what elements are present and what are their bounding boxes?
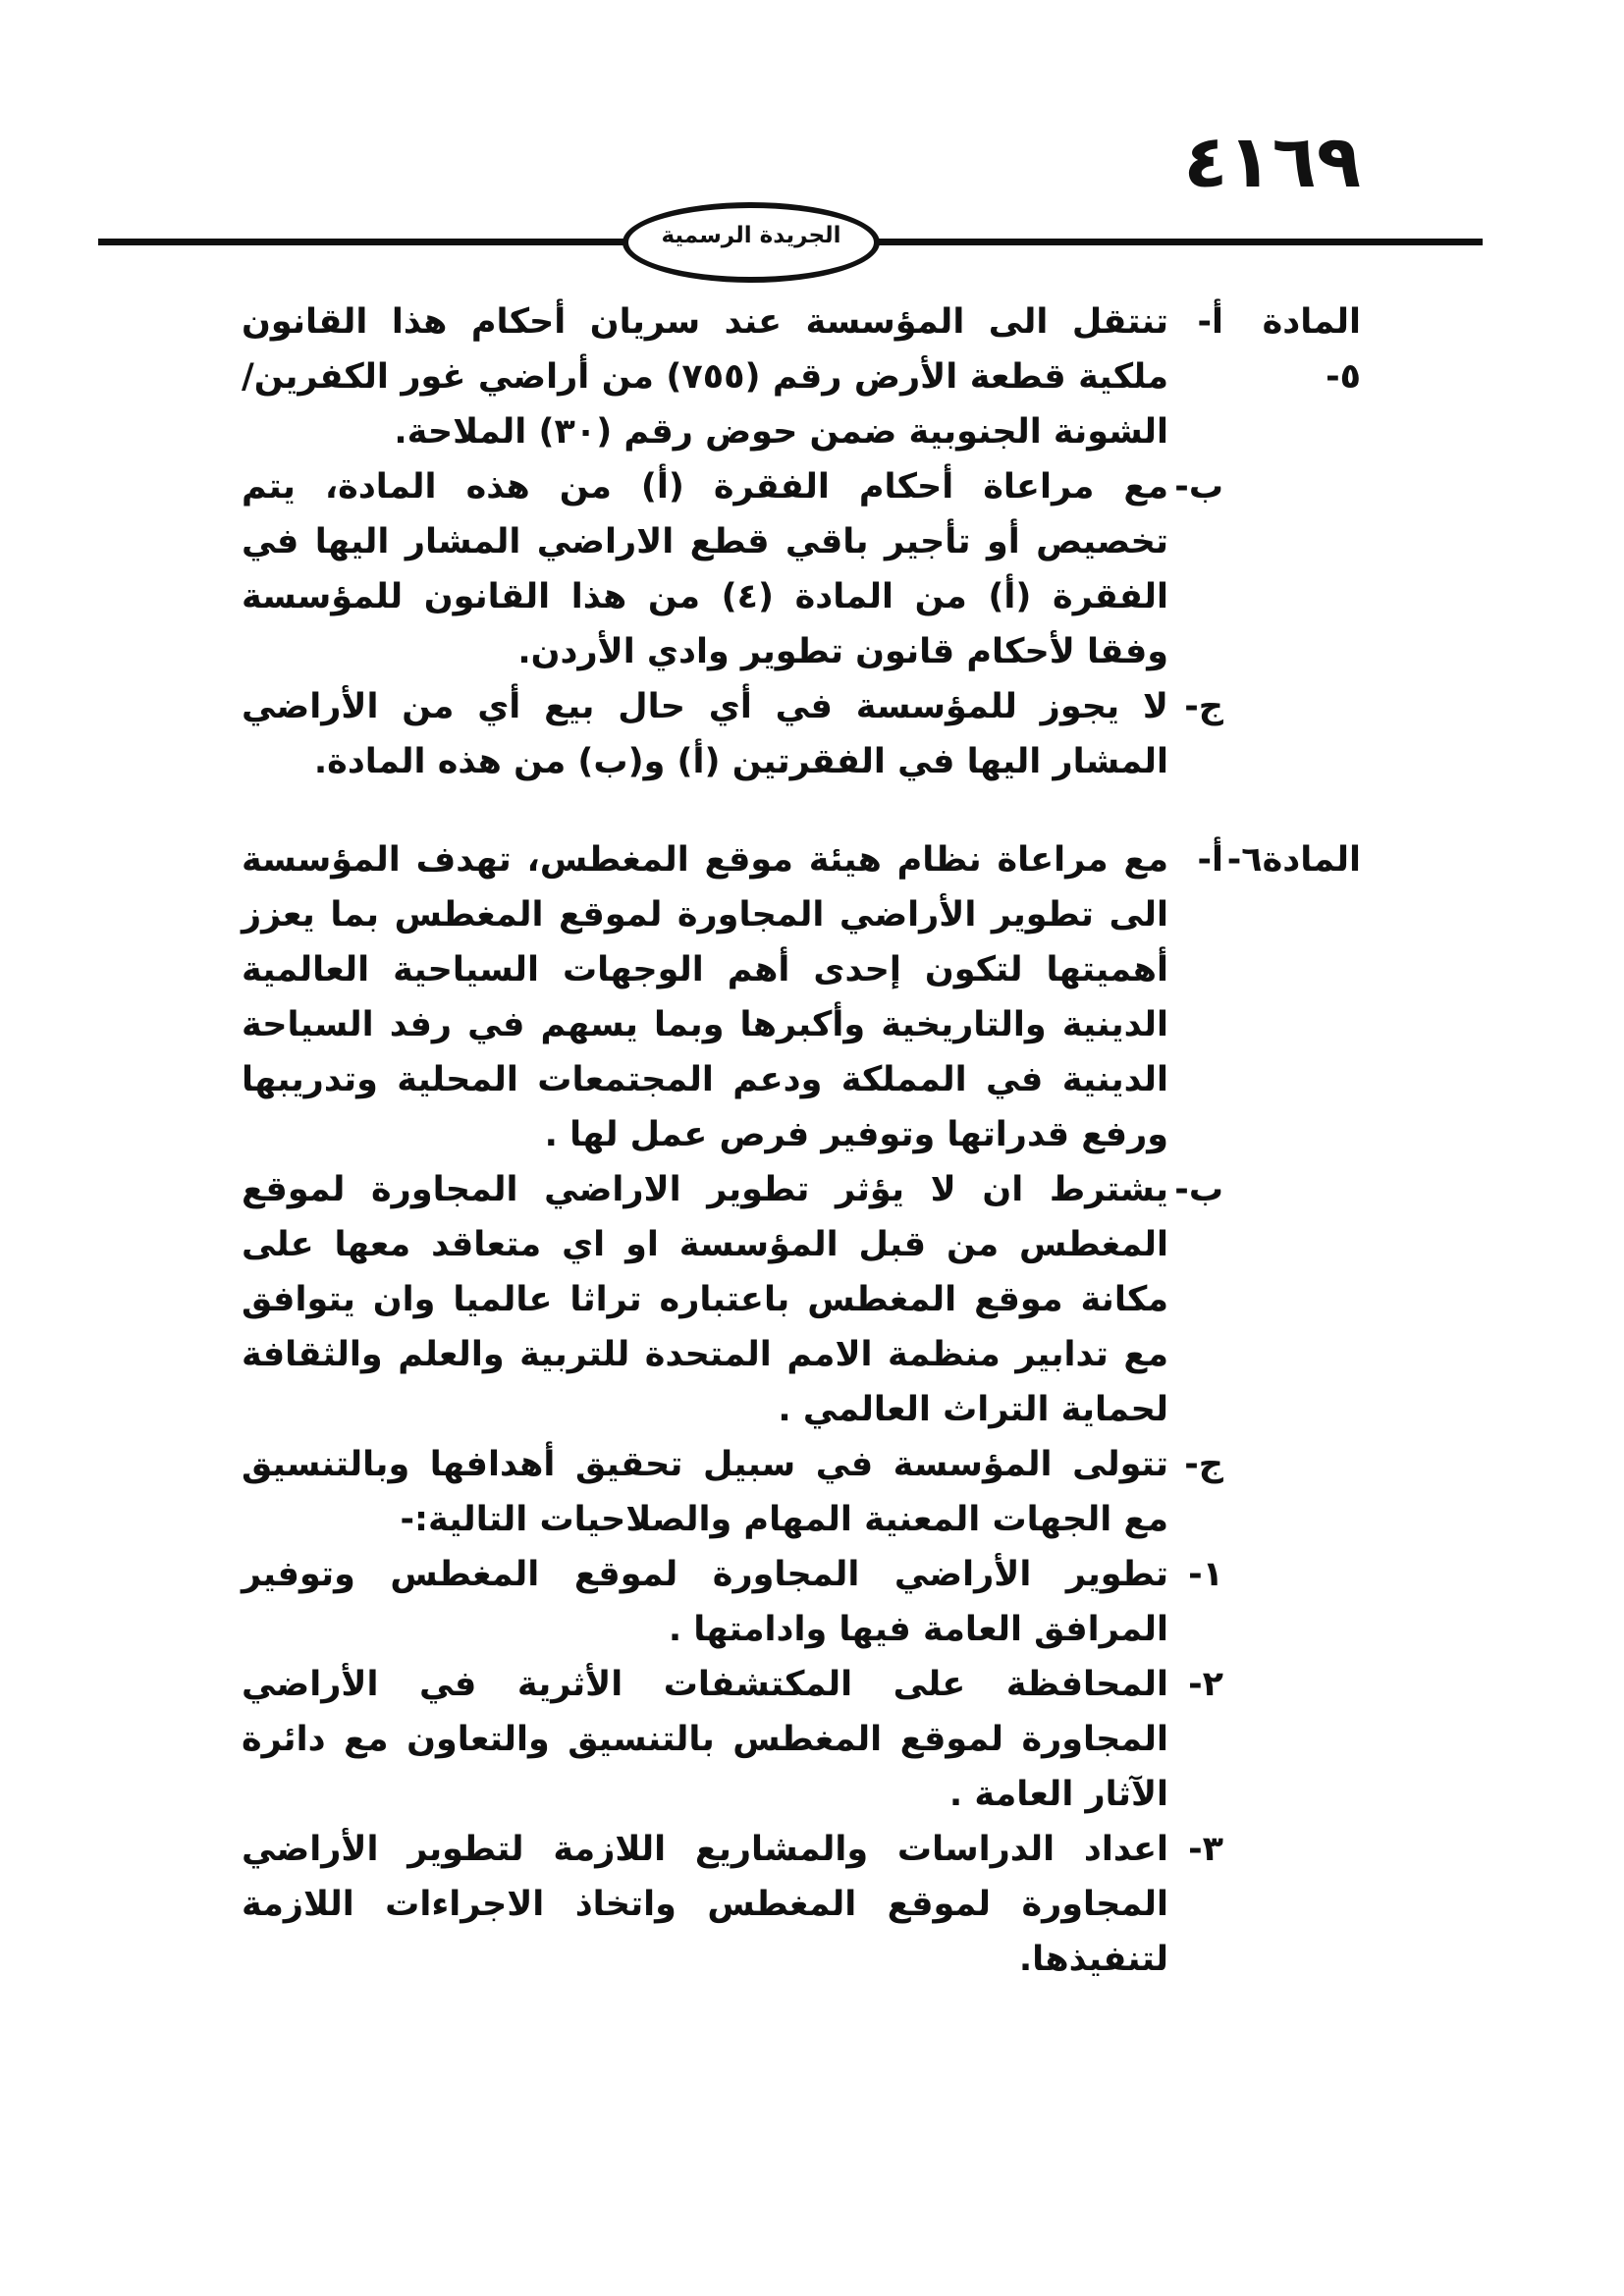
article-5-para-c bbox=[242, 679, 1223, 789]
article-6-para-b-text: يشترط ان لا يؤثر تطوير الاراضي المجاورة لموقع المغطس من قبل المؤسسة او اي متعاقد معها على مكانة موقع المغطس باعتباره تراثا عالميا وان يتوافق مع تدابير منظمة الامم المتحدة للتربية والعلم والثقافة لحماية التراث العالمي . bbox=[242, 1170, 1168, 1429]
article-6-item-1-marker: ١- bbox=[1188, 1555, 1223, 1594]
article-5-para-a-marker: أ- bbox=[1197, 302, 1223, 342]
article-6 bbox=[242, 832, 1361, 1987]
article-6-item-3-marker: ٣- bbox=[1188, 1830, 1223, 1869]
document-body bbox=[242, 294, 1361, 2030]
article-6-para-c-text: تتولى المؤسسة في سبيل تحقيق أهدافها وبالتنسيق مع الجهات المعنية المهام والصلاحيات التالية:- bbox=[242, 1445, 1168, 1539]
article-5-label: المادة ٥- bbox=[1262, 302, 1361, 397]
page-number: ٤١٦٩ bbox=[1183, 120, 1361, 204]
article-6-item-2 bbox=[242, 1657, 1223, 1822]
article-6-item-2-text: المحافظة على المكتشفات الأثرية في الأراضي المجاورة لموقع المغطس بالتنسيق والتعاون مع دائرة الآثار العامة . bbox=[242, 1665, 1168, 1814]
article-5-para-c-marker: ج- bbox=[1184, 687, 1223, 726]
article-5-para-a-text: تنتقل الى المؤسسة عند سريان أحكام هذا القانون ملكية قطعة الأرض رقم (٧٥٥) من أراضي غور الكفرين/الشونة الجنوبية ضمن حوض رقم (٣٠) الملاحة. bbox=[242, 302, 1169, 452]
article-6-item-1-text: تطوير الأراضي المجاورة لموقع المغطس وتوفير المرافق العامة فيها وادامتها . bbox=[242, 1555, 1168, 1649]
article-5 bbox=[242, 294, 1361, 789]
article-5-para-b-text: مع مراعاة أحكام الفقرة (أ) من هذه المادة، يتم تخصيص أو تأجير باقي قطع الاراضي المشار اليها في الفقرة (أ) من المادة (٤) من هذا القانون للمؤسسة وفقا لأحكام قانون تطوير وادي الأردن. bbox=[242, 467, 1168, 671]
article-5-para-b bbox=[242, 459, 1223, 679]
article-6-para-a bbox=[242, 832, 1361, 1162]
article-6-item-3-text: اعداد الدراسات والمشاريع اللازمة لتطوير الأراضي المجاورة لموقع المغطس واتخاذ الاجراءات اللازمة لتنفيذها. bbox=[242, 1830, 1168, 1979]
article-6-item-1 bbox=[242, 1547, 1223, 1657]
article-5-para-a bbox=[242, 294, 1361, 459]
article-6-item-3 bbox=[242, 1822, 1223, 1987]
header-title: الجريدة الرسمية bbox=[661, 223, 841, 248]
header-oval bbox=[623, 202, 880, 283]
article-6-para-a-marker: أ- bbox=[1197, 840, 1223, 880]
article-6-para-c-marker: ج- bbox=[1184, 1445, 1223, 1484]
article-6-item-2-marker: ٢- bbox=[1188, 1665, 1223, 1704]
article-6-label: المادة٦- bbox=[1226, 840, 1361, 880]
article-6-para-c bbox=[242, 1437, 1223, 1547]
article-5-para-b-marker: ب- bbox=[1174, 467, 1223, 507]
article-6-para-b bbox=[242, 1162, 1223, 1437]
article-6-para-b-marker: ب- bbox=[1174, 1170, 1223, 1209]
article-6-para-a-text: مع مراعاة نظام هيئة موقع المغطس، تهدف المؤسسة الى تطوير الأراضي المجاورة لموقع المغطس بما يعزز أهميتها لتكون إحدى أهم الوجهات السياحية العالمية الدينية والتاريخية وأكبرها وبما يسهم في رفد السياحة الدينية في المملكة ودعم المجتمعات المحلية وتدريبها ورفع قدراتها وتوفير فرص عمل لها . bbox=[242, 840, 1168, 1154]
article-5-para-c-text: لا يجوز للمؤسسة في أي حال بيع أي من الأراضي المشار اليها في الفقرتين (أ) و(ب) من هذه المادة. bbox=[242, 687, 1168, 781]
